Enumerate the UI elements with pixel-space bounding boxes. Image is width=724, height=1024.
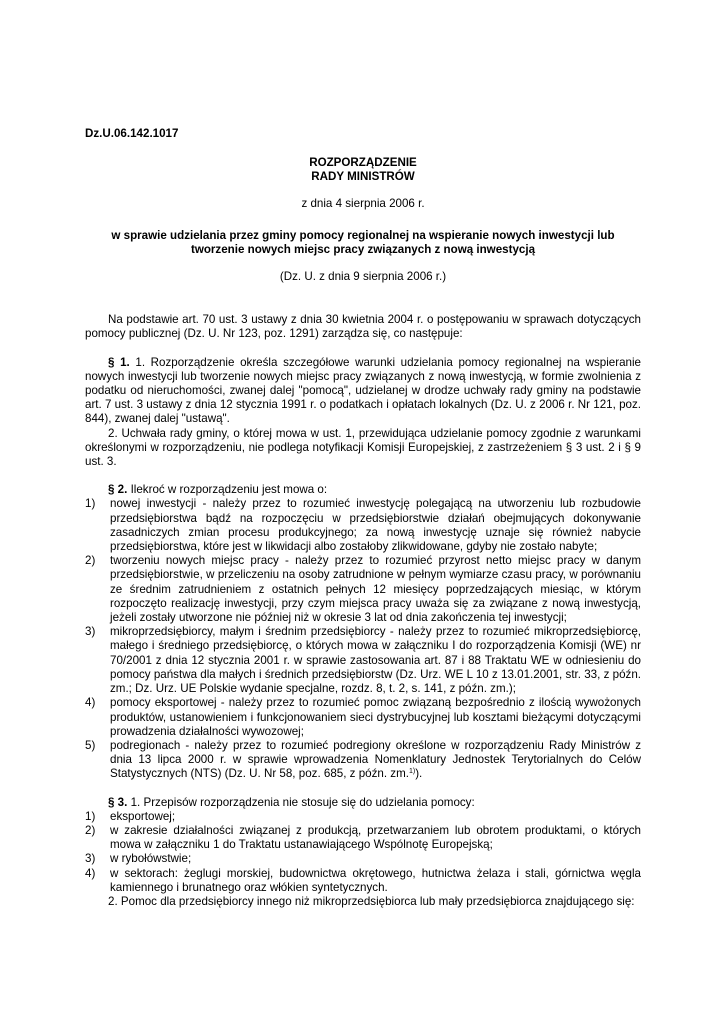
journal-reference: (Dz. U. z dnia 9 sierpnia 2006 r.)	[279, 270, 447, 284]
list-item	[85, 867, 641, 895]
section-3-lead-text: 1. Przepisów rozporządzenia nie stosuje się do udzielania pomocy:	[127, 795, 475, 809]
subject-line-1: w sprawie udzielania przez gminy pomocy regionalnej na wspieranie nowych inwestycji lub	[111, 228, 615, 242]
list-item-text: w sektorach: żeglugi morskiej, budownictwa okrętowego, hutnictwa żelaza i stali, górnictwa węgla kamiennego i brunatnego oraz włókien syntetycznych.	[110, 866, 641, 894]
list-item-number: 3)	[85, 852, 96, 866]
section-2	[85, 483, 641, 781]
list-item-text: podregionach - należy przez to rozumieć podregiony określone w rozporządzeniu Rady Ministrów z dnia 13 lipca 2000 r. w sprawie wprowadzenia Nomenklatury Jednostek Terytorialnych do Celów Statystycznych (NTS) (Dz. U. Nr 58, poz. 685, z późn. zm.	[110, 738, 641, 781]
section-2-lead	[85, 483, 641, 497]
list-item	[85, 824, 641, 852]
list-item-number: 4)	[85, 696, 96, 710]
document-date: z dnia 4 sierpnia 2006 r.	[301, 197, 425, 211]
list-item-text: mikroprzedsiębiorcy, małym i średnim przedsiębiorcy - należy przez to rozumieć mikroprzedsiębiorcę, małego i średniego przedsiębiorcę, o których mowa w załączniku I do rozporządzenia Komisji (WE) nr 70/2001 z dnia 12 stycznia 2001 r. w sprawie zastosowania art. 87 i 88 Traktatu WE w odniesieniu do pomocy państwa dla małych i średnich przedsiębiorstw (Dz. Urz. WE L 10 z 13.01.2001, str. 33, z późn. zm.; Dz. Urz. UE Polskie wydanie specjalne, rozdz. 8, t. 2, s. 141, z późn. zm.);	[110, 625, 641, 696]
section-3-paragraph-2: 2. Pomoc dla przedsiębiorcy innego niż mikroprzedsiębiorca lub mały przedsiębiorca znajdującego się:	[108, 894, 635, 908]
section-3	[85, 796, 641, 910]
list-item	[85, 554, 641, 625]
list-item-text: tworzeniu nowych miejsc pracy - należy przez to rozumieć przyrost netto miejsc pracy w danym przedsiębiorstwie, w przeliczeniu na osoby zatrudnione w pełnym wymiarze czasu pracy, w porównaniu ze średnim zatrudnieniem z ostatnich pełnych 12 miesięcy poprzedzających miesiąc, w którym rozpoczęto realizację inwestycji, przy czym miejsca pracy uważa się za związane z nową inwestycją, jeżeli zostały utworzone nie później niż w okresie 3 lat od dnia zakończenia tej inwestycji;	[110, 554, 641, 625]
title-line-2: RADY MINISTRÓW	[311, 170, 415, 184]
list-item	[85, 696, 641, 739]
footnote-reference: 1)	[408, 768, 416, 776]
list-item-number: 2)	[85, 823, 96, 837]
list-item-number: 1)	[85, 497, 96, 511]
list-item	[85, 852, 641, 866]
list-item	[85, 810, 641, 824]
section-1-text-1: 1. Rozporządzenie określa szczegółowe warunki udzielania pomocy regionalnej na wspieranie nowych inwestycji lub tworzenie nowych miejsc pracy związanych z nową inwestycją, w formie zwolnienia z podatku od nieruchomości, zwanej dalej "pomocą", udzielanej w drodze uchwały rady gminy na podstawie art. 7 ust. 3 ustawy z dnia 12 stycznia 1991 r. o podatkach i opłatach lokalnych (Dz. U. z 2006 r. Nr 121, poz. 844), zwanej dalej "ustawą".	[85, 355, 641, 426]
title-line-1: ROZPORZĄDZENIE	[309, 156, 417, 169]
list-item-number: 1)	[85, 809, 96, 823]
section-3-exclusions-list	[85, 810, 641, 895]
list-item-text: w rybołówstwie;	[110, 852, 192, 866]
list-item-text: w zakresie działalności związanej z produkcją, przetwarzaniem lub obrotem produktami, o których mowa w załączniku 1 do Traktatu ustanawiającego Wspólnotę Europejską;	[110, 823, 641, 852]
section-1	[85, 356, 641, 470]
list-item	[85, 625, 641, 696]
section-1-label: § 1.	[108, 355, 130, 369]
document-title	[85, 156, 641, 184]
list-item-number: 3)	[85, 625, 96, 639]
subject-line-2: tworzenie nowych miejsc pracy związanych z nową inwestycją	[190, 242, 536, 256]
document-id: Dz.U.06.142.1017	[85, 127, 179, 140]
section-2-definitions-list	[85, 497, 641, 781]
section-3-label: § 3.	[108, 795, 128, 809]
list-item-number: 2)	[85, 554, 96, 568]
list-item-number: 5)	[85, 738, 96, 752]
section-1-paragraph-2: 2. Uchwała rady gminy, o której mowa w ust. 1, przewidująca udzielanie pomocy zgodnie z warunkami określonymi w rozporządzeniu, nie podlega notyfikacji Komisji Europejskiej, z zastrzeżeniem § 3 ust. 2 i § 9 ust. 3.	[85, 426, 641, 469]
section-1-paragraph-1	[85, 356, 641, 427]
list-item	[85, 739, 641, 782]
list-item-text: pomocy eksportowej - należy przez to rozumieć pomoc związaną bezpośrednio z ilością wywożonych produktów, ustanowieniem i funkcjonowaniem sieci dystrybucyjnej lub kosztami bieżącymi dotyczącymi prowadzenia działalności wywozowej;	[110, 696, 641, 738]
section-3-lead	[85, 796, 641, 810]
section-2-lead-text: Ilekroć w rozporządzeniu jest mowa o:	[127, 483, 328, 497]
list-item-number: 4)	[85, 866, 96, 880]
list-item-text: eksportowej;	[110, 809, 176, 823]
list-item	[85, 497, 641, 554]
document-body	[85, 127, 641, 909]
list-item-text-tail: ).	[415, 767, 423, 781]
list-item-text: nowej inwestycji - należy przez to rozumieć inwestycję polegającą na utworzeniu lub rozbudowie przedsiębiorstwa bądź na rozpoczęciu w przedsiębiorstwie działań obejmujących dokonywanie zasadniczych zmian procesu produkcyjnego; za nową inwestycję uznaje się również nabycie przedsiębiorstwa, które jest w likwidacji albo zostałoby zlikwidowane, gdyby nie zostało nabyte;	[110, 497, 641, 554]
document-subject	[85, 229, 641, 257]
section-2-label: § 2.	[108, 483, 128, 497]
legal-basis-paragraph: Na podstawie art. 70 ust. 3 ustawy z dnia 30 kwietnia 2004 r. o postępowaniu w sprawach dotyczących pomocy publicznej (Dz. U. Nr 123, poz. 1291) zarządza się, co następuje:	[85, 313, 641, 341]
